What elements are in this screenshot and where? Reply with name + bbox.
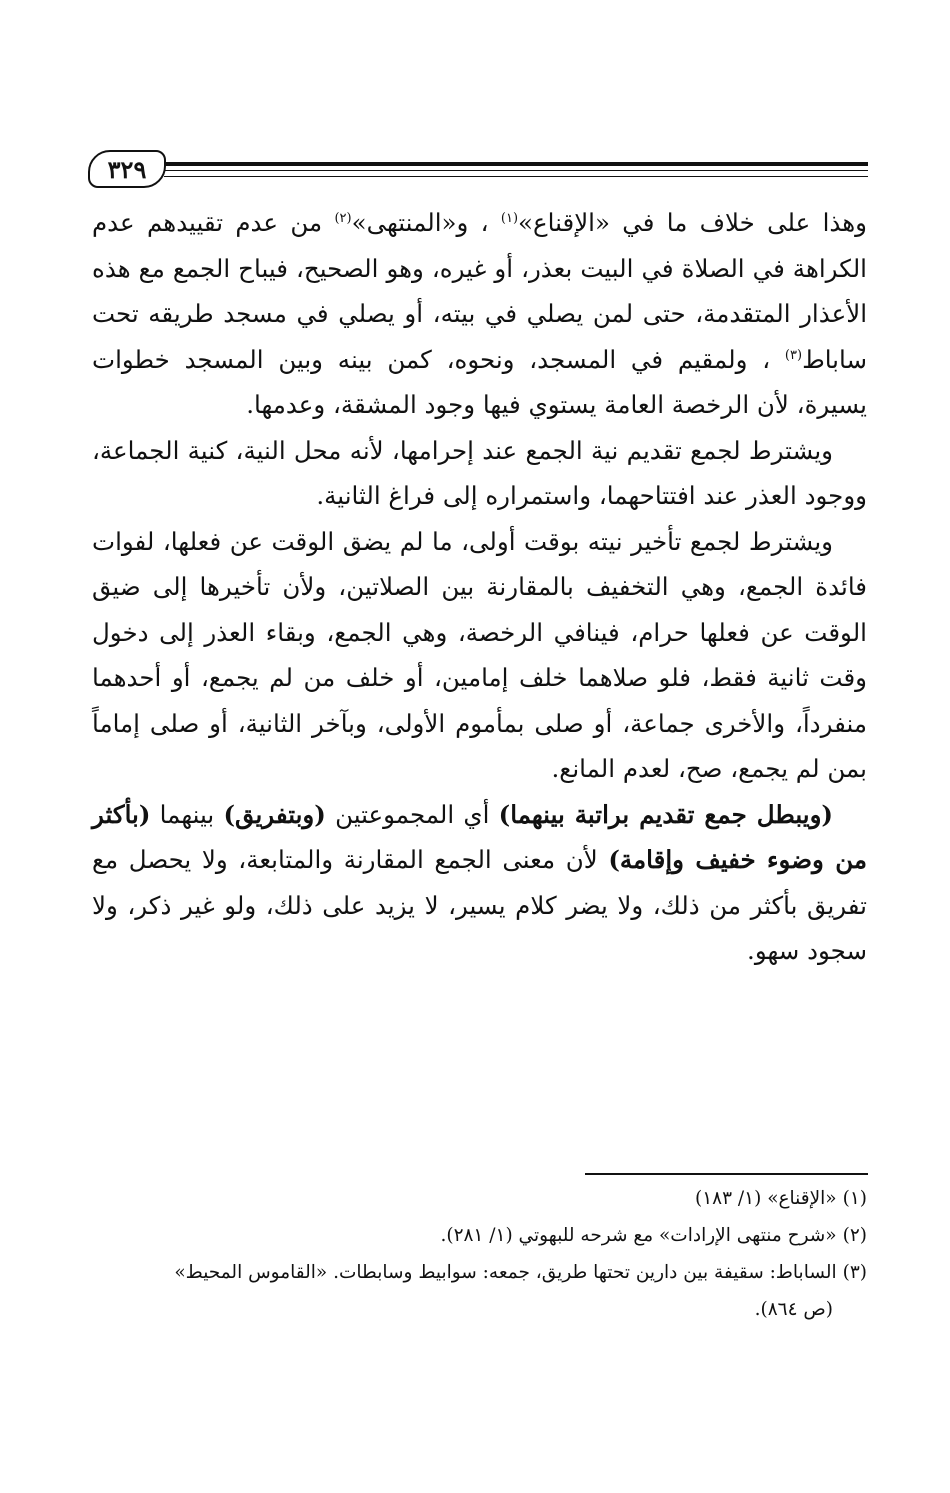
paragraph-1-text-1: وهذا على خلاف ما في «الإقناع» bbox=[518, 208, 868, 237]
footnote-ref-2[interactable]: (٢) bbox=[334, 211, 352, 226]
paragraph-2-text: ويشترط لجمع تقديم نية الجمع عند إحرامها، لأنه محل النية، كنية الجماعة، ووجود العذر عند افتتاحهما، واستمراره إلى فراغ الثانية. bbox=[92, 435, 867, 510]
footnote-3-number: (٣) bbox=[842, 1262, 867, 1283]
paragraph-4 bbox=[92, 792, 867, 974]
paragraph-4-bold-3: (بأكثر من وضوء خفيف وإقامة) bbox=[92, 799, 867, 874]
paragraph-1-text-4: ، ولمقيم في المسجد، ونحوه، كمن بينه وبين المسجد خطوات يسيرة، لأن الرخصة العامة يستوي فيها وجود المشقة، وعدمها. bbox=[92, 344, 867, 419]
main-text bbox=[92, 200, 867, 974]
footnote-separator bbox=[585, 1173, 868, 1175]
paragraph-3-text: ويشترط لجمع تأخير نيته بوقت أولى، ما لم يضق الوقت عن فعلها، لفوات فائدة الجمع، وهي التخفيف بالمقارنة بين الصلاتين، ولأن تأخيرها إلى ضيق الوقت عن فعلها حرام، فينافي الرخصة، وهي الجمع، وبقاء العذر إلى دخول وقت ثانية فقط، فلو صلاهما خلف إمامين، أو خلف من لم يجمع، أو أحدهما منفرداً، والأخرى جماعة، أو صلى بمأموم الأولى، وبآخر الثانية، أو صلى إماماً بمن لم يجمع، صح، لعدم المانع. bbox=[92, 526, 867, 783]
paragraph-3 bbox=[92, 519, 867, 792]
footnote-3-text: الساباط: سقيفة بين دارين تحتها طريق، جمعه: سوابيط وسابطات. «القاموس المحيط» bbox=[174, 1262, 837, 1283]
page-header bbox=[88, 150, 868, 192]
paragraph-4-text-3: لأن معنى الجمع المقارنة والمتابعة، ولا يحصل مع تفريق بأكثر من ذلك، ولا يضر كلام يسير، لا يزيد على ذلك، ولو غير ذكر، ولا سجود سهو. bbox=[92, 845, 867, 965]
header-rule-thick bbox=[164, 162, 868, 166]
page-number-badge bbox=[88, 150, 166, 188]
footnotes bbox=[92, 1180, 867, 1328]
paragraph-4-text-2: بينهما bbox=[150, 799, 224, 829]
paragraph-4-text-1: أي المجموعتين bbox=[325, 799, 499, 829]
paragraph-4-bold-2: (وبتفريق) bbox=[223, 799, 326, 829]
paragraph-2 bbox=[92, 428, 867, 519]
paragraph-1-text-3: من عدم تقييدهم عدم الكراهة في الصلاة في البيت بعذر، أو غيره، وهو الصحيح، فيباح الجمع مع هذه الأعذار المتقدمة، حتى لمن يصلي في بيته، أو يصلي في مسجد طريقه تحت ساباط bbox=[92, 208, 867, 374]
page-number: ٣٢٩ bbox=[107, 154, 147, 184]
footnote-3-continuation: (ص ٨٦٤). bbox=[754, 1299, 833, 1320]
footnote-ref-3[interactable]: (٣) bbox=[784, 347, 803, 363]
footnote-ref-1[interactable]: (١) bbox=[500, 211, 519, 226]
footnote-2-text: «شرح منتهى الإرادات» مع شرحه للبهوتي (١/ ٢٨١). bbox=[440, 1225, 837, 1246]
header-rule-thin bbox=[164, 176, 868, 177]
header-rule-medium bbox=[164, 170, 868, 171]
footnote-1 bbox=[92, 1180, 867, 1217]
paragraph-4-bold-1: (ويبطل جمع تقديم براتبة بينهما) bbox=[498, 799, 833, 829]
paragraph-1 bbox=[92, 200, 867, 428]
footnote-3 bbox=[92, 1254, 867, 1328]
paragraph-1-text-2: ، و«المنتهى» bbox=[351, 208, 501, 237]
footnote-2 bbox=[92, 1217, 867, 1254]
footnote-2-number: (٢) bbox=[842, 1225, 867, 1246]
footnote-1-text: «الإقناع» (١/ ١٨٣) bbox=[695, 1188, 837, 1209]
footnote-1-number: (١) bbox=[842, 1188, 867, 1209]
